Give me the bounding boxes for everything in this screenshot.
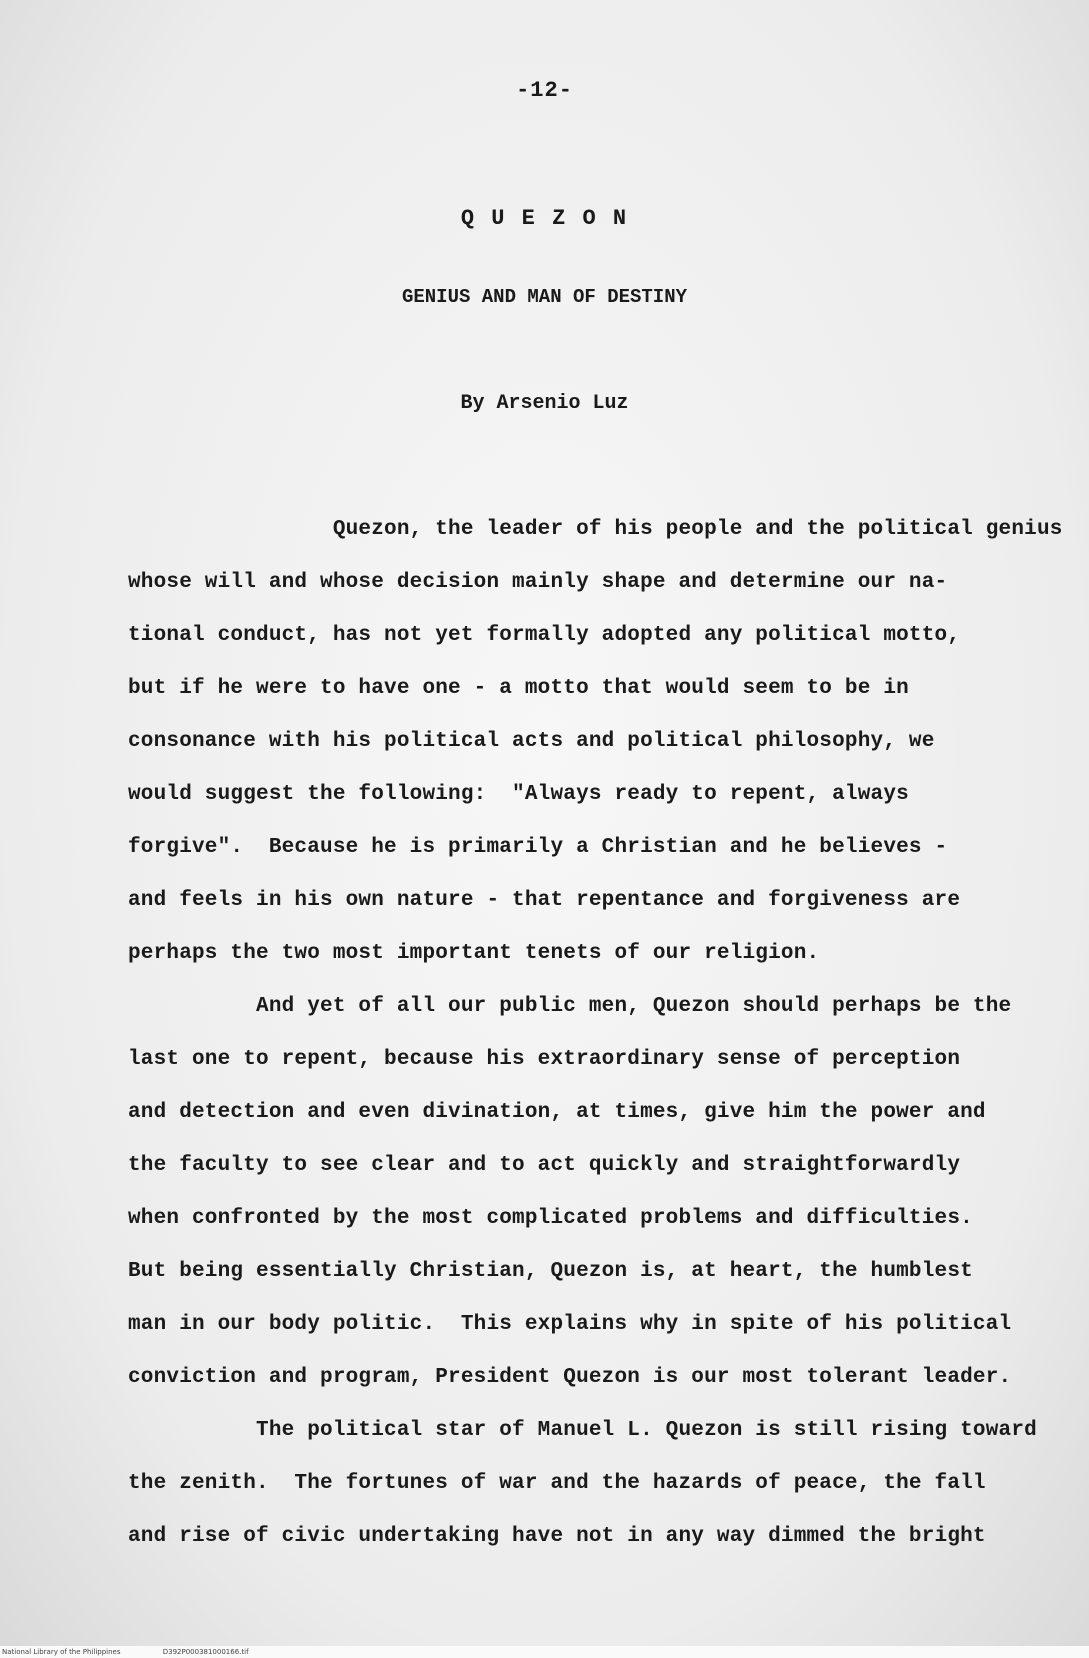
text-line: would suggest the following: "Always ready to repent, always (128, 783, 909, 806)
text-line: consonance with his political acts and political philosophy, we (128, 730, 935, 753)
text-line: And yet of all our public men, Quezon should perhaps be the (128, 995, 1012, 1018)
text-line: but if he were to have one - a motto that would seem to be in (128, 677, 909, 700)
text-line: forgive". Because he is primarily a Christian and he believes - (128, 836, 948, 859)
text-line: conviction and program, President Quezon is our most tolerant leader. (128, 1366, 1012, 1389)
file-name: D392P000381000166.tif (162, 1648, 249, 1656)
author-byline: By Arsenio Luz (460, 392, 629, 415)
text-line: last one to repent, because his extraordinary sense of perception (128, 1048, 961, 1071)
body-text (128, 518, 1063, 1578)
scan-footer (0, 1646, 1089, 1658)
text-line: whose will and whose decision mainly shape and determine our na- (128, 571, 948, 594)
text-line: the faculty to see clear and to act quickly and straightforwardly (128, 1154, 961, 1177)
text-line: and feels in his own nature - that repentance and forgiveness are (128, 889, 961, 912)
document-title: Q U E Z O N (460, 206, 629, 231)
library-credit: National Library of the Philippines (2, 1648, 121, 1656)
text-line: the zenith. The fortunes of war and the hazards of peace, the fall (128, 1472, 986, 1495)
text-line: perhaps the two most important tenets of our religion. (128, 942, 820, 965)
text-line: and detection and even divination, at times, give him the power and (128, 1101, 986, 1124)
text-line: and rise of civic undertaking have not in any way dimmed the bright (128, 1525, 986, 1548)
text-line: man in our body politic. This explains why in spite of his political (128, 1313, 1012, 1336)
text-line: The political star of Manuel L. Quezon is still rising toward (128, 1419, 1037, 1442)
text-line: But being essentially Christian, Quezon is, at heart, the humblest (128, 1260, 973, 1283)
document-subtitle: GENIUS AND MAN OF DESTINY (401, 286, 688, 308)
text-line: Quezon, the leader of his people and the political genius (128, 518, 1063, 541)
page-number: -12- (516, 78, 573, 103)
text-line: tional conduct, has not yet formally adopted any political motto, (128, 624, 961, 647)
text-line: when confronted by the most complicated problems and difficulties. (128, 1207, 973, 1230)
